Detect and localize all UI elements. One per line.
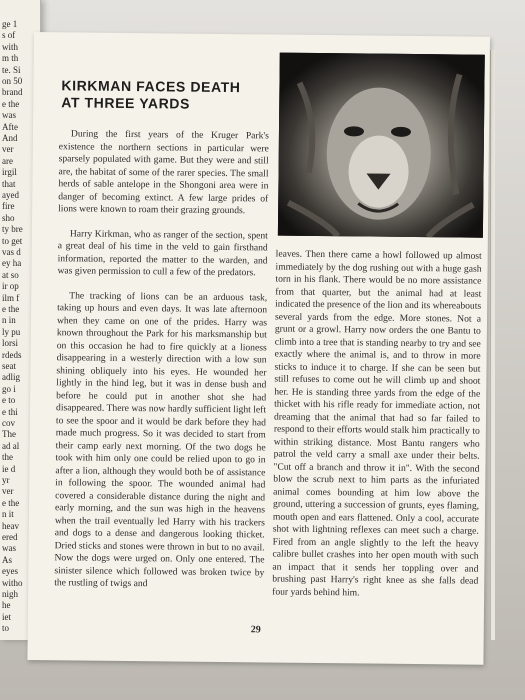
facing-page-text-fragment: ie d <box>2 463 16 474</box>
facing-page-text-fragment: at so <box>2 269 19 280</box>
facing-page-text-fragment: with <box>2 41 19 52</box>
facing-page-text-fragment: te. Si <box>2 64 21 75</box>
facing-page-text-fragment: that <box>2 178 16 189</box>
facing-page-text-fragment: to <box>2 623 10 634</box>
facing-page-text-fragment: iet <box>2 611 11 622</box>
facing-page-text-fragment: yr <box>2 475 10 485</box>
facing-page-text-fragment: brand <box>2 87 23 98</box>
facing-page-text-fragment: ad al <box>2 440 20 451</box>
facing-page-text-fragment: ver <box>2 486 14 497</box>
facing-page-text-fragment: irgil <box>2 167 17 178</box>
facing-page-text-fragment: ilm f <box>2 292 20 303</box>
facing-page-text-fragment: ty bre <box>2 224 23 235</box>
facing-page-text-fragment: e the <box>2 304 20 314</box>
facing-page-text-fragment: ly pu <box>2 326 21 337</box>
facing-page-text-fragment: go i <box>2 383 16 394</box>
facing-page-text-fragment: adlig <box>2 372 20 383</box>
facing-page-text-fragment: was <box>2 110 16 121</box>
page-stack-edge <box>490 50 495 640</box>
facing-page-text-fragment: nigh <box>2 589 19 599</box>
facing-page-text-fragment: ver <box>2 144 14 155</box>
facing-page-text-fragment: n in <box>2 315 16 326</box>
facing-page-text-fragment: ered <box>2 532 18 542</box>
text-column-left <box>54 128 269 604</box>
facing-page-text-fragment: e the <box>2 98 20 109</box>
paragraph: Harry Kirkman, who as ranger of the section, spent a great deal of his time in the veld to gain firsthand information, reported the matter to the warden, and was given permission to cull a few of the predators. <box>57 227 268 279</box>
facing-page-text-fragment: vas d <box>2 247 21 257</box>
facing-page-text-fragment: n it <box>2 509 14 520</box>
facing-page-text-fragment: ge 1 <box>2 19 18 29</box>
page-number: 29 <box>250 624 261 636</box>
facing-page-text-fragment: rdeds <box>2 349 22 360</box>
facing-page-text-fragment: he <box>2 600 11 611</box>
paragraph: The tracking of lions can be an arduous task, taking up hours and even days. It was late afternoon when they came on one of the prides. Harry was known throughout the Park for his marksmanship but on this occasion he had to fire quickly at a lioness disappearing in a westerly direction with a low sun shining obliquely into his eyes. He wounded her lightly in the hind leg, but it was in dense bush and before he could put in another shot she had disappeared. There was now hardly sufficient light left to see the spoor and it would be dark before they had made much progress. So it was decided to start from their camp early next morning. Of the two dogs he took with him only one could be relied upon to go in after a lion, although they would both be of assistance in following the spoor. The wounded animal had covered a considerable distance during the night and early morning, and the sun was high in the heavens when the trail eventually led Harry with his trackers and dogs to a dense and dangerous looking thicket. Dried sticks and stones were thrown in but to no avail. Now the dogs were urged on. Only one entered. The sinister silence which followed was broken twice by the rustling of twigs and <box>54 289 268 590</box>
facing-page-text-fragment: the <box>2 452 13 463</box>
facing-page-text-fragment: on 50 <box>2 76 23 86</box>
facing-page-text-fragment: eyes <box>2 566 18 577</box>
facing-page-text-fragment: are <box>2 155 13 166</box>
facing-page-text-fragment: heav <box>2 520 19 531</box>
facing-page-text-fragment: seat <box>2 361 16 371</box>
facing-page-text-fragment: to get <box>2 235 23 246</box>
facing-page-text-fragment: m th <box>2 53 19 64</box>
lion-illustration <box>278 53 485 238</box>
page-title: KIRKMAN FACES DEATH AT THREE YARDS <box>61 77 241 112</box>
text-column-right <box>272 249 482 613</box>
paragraph: leaves. Then there came a howl followed up almost immediately by the dog rushing out with a huge gash torn in his flank. There would be no more assistance from that quarter, but the animal had at least indicated the presence of the lion and its whereabouts several yards from the edge. More stones. Not a grunt or a growl. Harry now orders the one Bantu to climb into a tree that is standing nearby to try and see exactly where the animal is, and to throw in more sticks to induce it to charge. If she can be seen but still refuses to come out he will climb up and shoot her. He is standing three yards from the edge of the thicket with his rifle ready for immediate action, not dreaming that the animal that had so far failed to respond to their efforts would stalk him practically to within striking distance. Most Bantu rangers who patrol the veld carry a small axe under their belts. "Cut off a branch and throw it in". With the second blow the scrub next to him parts as the infuriated animal comes bounding at him low above the ground, uttering a succession of grunts, eyes flaming, mouth open and ears flattened. Only a cool, accurate shot with lightning reflexes can meet such a charge. Fired from an angle slightly to the left the heavy calibre bullet crashes into her open mouth with such an impact that it sends her toppling over and brushing past Harry's right knee as she falls dead four yards behind him. <box>272 248 482 598</box>
facing-page-text-fragment: fire <box>2 201 15 212</box>
facing-page-text-fragment: witho <box>2 577 23 588</box>
facing-page-text-fragment: ayed <box>2 190 19 200</box>
facing-page-text-fragment: lorsi <box>2 338 19 349</box>
facing-page-text-fragment: The <box>2 429 16 440</box>
paragraph: During the first years of the Kruger Park's existence the northern sections in particular were sparsely populated with game. But they were and still are, the habitat of some of the rarer species. The small herds of sable antelope in the Shongoni area were in danger of becoming extinct. A few large prides of lions were known to roam their grazing grounds. <box>58 128 269 217</box>
facing-page-text-fragment: e thi <box>2 406 18 417</box>
facing-page-text-fragment: sho <box>2 212 15 223</box>
facing-page-text-fragment: Afte <box>2 121 18 132</box>
facing-page-text-fragment: ey ha <box>2 258 22 269</box>
facing-page-text-fragment: e to <box>2 395 16 406</box>
facing-page-text-fragment: And <box>2 133 18 143</box>
facing-page-text-fragment: As <box>2 554 13 565</box>
facing-page-text-fragment: was <box>2 543 16 554</box>
book-page <box>27 32 490 665</box>
facing-page-text-fragment: ir op <box>2 281 19 292</box>
lion-head-photo <box>278 53 485 238</box>
facing-page-text-fragment: cov <box>2 418 15 428</box>
facing-page-text-fragment: e the <box>2 497 20 508</box>
facing-page-text-fragment: s of <box>2 30 16 41</box>
